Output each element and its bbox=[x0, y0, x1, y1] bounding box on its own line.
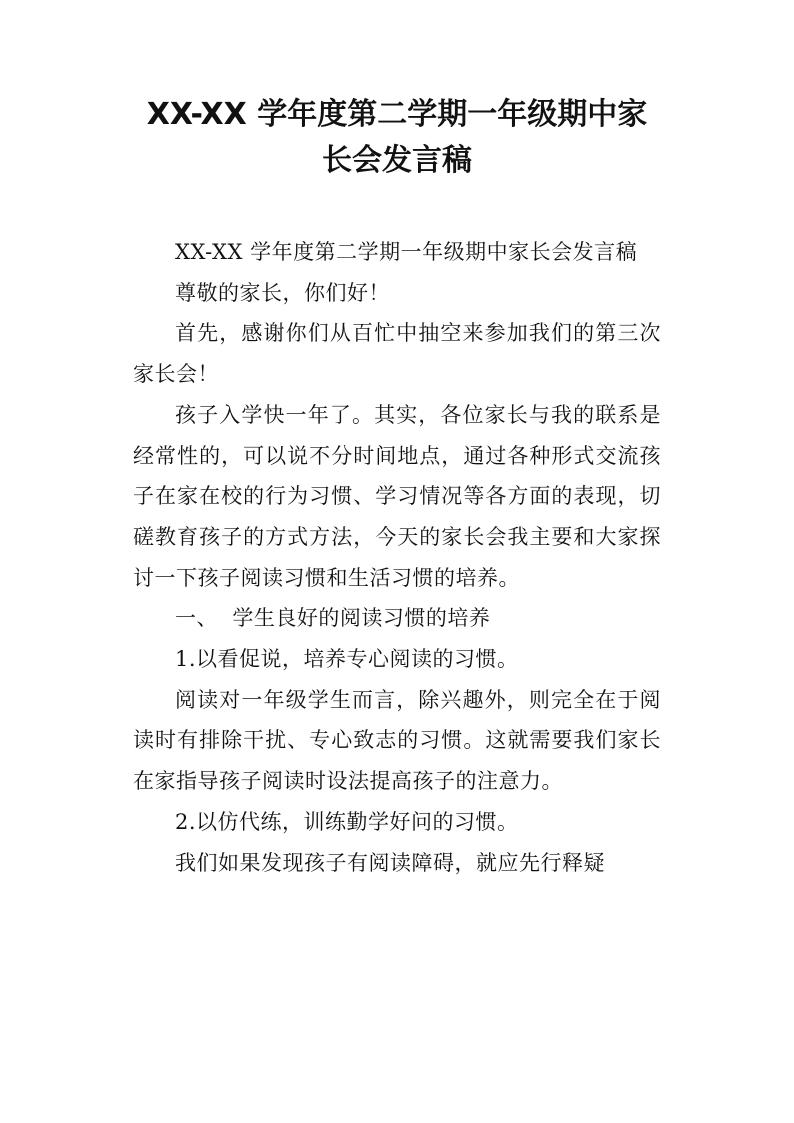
subheading-1: 1.以看促说，培养专心阅读的习惯。 bbox=[175, 647, 519, 672]
paragraph-intro: 孩子入学快一年了。其实，各位家长与我的联系是经常性的，可以说不分时间地点，通过各种形式交流孩子在家在校的行为习惯、学习情况等各方面的表现，切磋教育孩子的方式方法，今天的家长会我主要和大家探讨一下孩子阅读习惯和生活习惯的培养。 bbox=[133, 402, 661, 590]
paragraph-obstacles: 我们如果发现孩子有阅读障碍，就应先行释疑 bbox=[175, 850, 605, 875]
document-title bbox=[120, 92, 674, 184]
title-line-1: XX-XX 学年度第二学期一年级期中家 bbox=[146, 97, 648, 132]
section-heading-reading-habits: 一、 学生良好的阅读习惯的培养 bbox=[175, 606, 491, 631]
subheading-2: 2.以仿代练，训练勤学好问的习惯。 bbox=[175, 809, 519, 834]
document-body bbox=[133, 232, 661, 883]
paragraph-greeting: 尊敬的家长，你们好！ bbox=[175, 280, 390, 305]
title-line-2: 长会发言稿 bbox=[322, 143, 472, 178]
paragraph-subtitle: XX-XX 学年度第二学期一年级期中家长会发言稿 bbox=[175, 240, 638, 264]
paragraph-focus: 阅读对一年级学生而言，除兴趣外，则完全在于阅读时有排除干扰、专心致志的习惯。这就需要我们家长在家指导孩子阅读时设法提高孩子的注意力。 bbox=[133, 687, 661, 794]
paragraph-thanks: 首先，感谢你们从百忙中抽空来参加我们的第三次家长会！ bbox=[133, 321, 661, 387]
